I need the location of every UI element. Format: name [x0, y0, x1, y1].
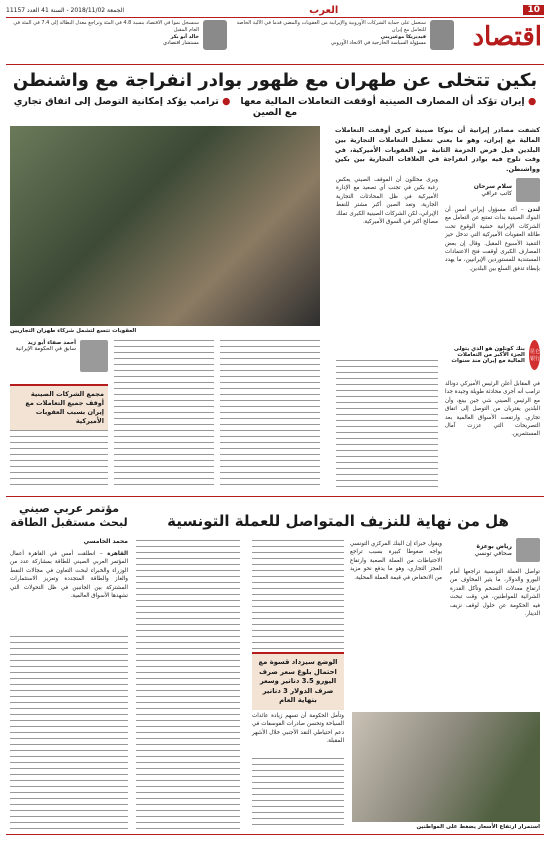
bottom-main-byline: [450, 538, 540, 562]
issue-info: الجمعة 2018/11/02 - السنة 41 العدد 11157: [6, 6, 124, 14]
lead-body-left: في المقابل أعلن الرئيس الأميركي دونالد ترامب أنه أجرى محادثة طويلة وجيدة جدا مع الرئيس الصيني شي جين بينغ، وأن البلدين يقتربان من التوصل إلى اتفاق تجاري. وارتفعت الأسواق العالمية بعد التصريحات التي عززت آمال المستثمرين.: [445, 381, 540, 438]
bank-box-caption: بنك كونلون هو الذي يتولى الجزء الأكبر من التعاملات المالية مع إيران منذ سنوات: [451, 346, 525, 364]
bottom-main-photo-caption: استمرار ارتفاع الأسعار يضغط على المواطنين: [416, 824, 540, 830]
dateline: القاهرة: [107, 551, 128, 557]
middle-text-a: [10, 430, 108, 490]
top-teasers: [8, 20, 454, 60]
teaser-1: [235, 20, 454, 60]
teaser-quote: سنسجل نموا في الاقتصاد بنسبة 4.8 في المئة وتراجع معدل البطالة إلى 7.4 في المئة في العام المقبل: [13, 20, 199, 33]
bottom-main-body-c: [252, 540, 344, 650]
bottom-rule: [6, 496, 544, 497]
bullet-icon: ●: [222, 96, 231, 107]
teaser-photo: [430, 20, 454, 50]
author-name: رياض بوعزة: [476, 543, 512, 550]
bottom-main-body-e: وتأمل الحكومة أن تسهم زيادة عائدات السياحة وتحسن صادرات الفوسفات في دعم احتياطي النقد الأجنبي خلال الأشهر المقبلة.: [252, 713, 344, 745]
bottom-main-body-a: تواصل العملة التونسية تراجعها أمام اليورو والدولار، ما يثير المخاوف من ارتفاع معدلات التضخم وتآكل القدرة الشرائية للمواطنين، في وقت تبحث فيه الحكومة عن حلول لوقف نزيف الدينار.: [450, 569, 540, 617]
bank-box: [445, 336, 540, 374]
bottom-main-body-b: ويقول خبراء إن البنك المركزي التونسي يواجه ضغوطا كبيرة بسبب تراجع الاحتياطات من العملة الصعبة وارتفاع العجز التجاري، وهو ما يدفع نحو مزيد من الانخفاض في قيمة العملة المحلية.: [350, 541, 442, 581]
inset-person: أحمد صفاء أبو زيد: [27, 340, 76, 346]
author-role: كاتب عراقي: [481, 190, 512, 197]
lead-photo: [10, 126, 320, 326]
footer-rule: [6, 834, 544, 840]
lead-body-mid: ويرى محللون أن الموقف الصيني يعكس رغبة بكين في تجنب أي تصعيد مع الإدارة الأميركية في ظل المحادثات التجارية الجارية. وتعد الصين أكبر مشتر للنفط الإيراني، لكن الشركات الصينية الكبرى تملك مصالح أكبر في السوق الأميركية.: [336, 177, 438, 225]
middle-pull-quote: مجمع الشركات الصينية أوقف جميع التعاملات مع إيران بسبب العقوبات الأميركية: [10, 384, 108, 430]
page-number: 10: [523, 5, 544, 15]
lead-deck: [10, 96, 540, 118]
middle-text-d: [336, 360, 438, 490]
bottom-main-headline: هل من نهاية للنزيف المتواصل للعملة التونسية: [167, 512, 509, 530]
deck-line-1: إيران تؤكد أن المصارف الصينية أوقفت التعاملات المالية معها: [240, 96, 525, 107]
inset-photo: [80, 340, 108, 372]
lead-headline: بكين تتخلى عن طهران مع ظهور بوادر انفراجة مع واشنطن: [12, 70, 538, 91]
bottom-left-body: القاهرة – انطلقت أمس في القاهرة أعمال المؤتمر العربي الصيني للطاقة بمشاركة عدد من الوزراء والخبراء لبحث التعاون في مجالات النفط والغاز والطاقة المتجددة وتعزيز الاستثمارات المشتركة بين الجانبين في ظل التحولات التي تشهدها الأسواق العالمية.: [10, 551, 128, 599]
author-name: سلام سرحان: [473, 183, 512, 190]
bottom-main-body-d: [136, 540, 240, 830]
lead-body-right: لندن – أكد مسؤول إيراني أمس أن البنوك الصينية بدأت تمتنع عن التعامل مع الشركات الإيرانية خشية الوقوع تحت طائلة العقوبات الأميركية التي تدخل حيز التنفيذ الأسبوع المقبل. وقال إن بعض المصارف الكبرى أوقفت فتح الاعتمادات المستندية للمستوردين الإيرانيين، ما يهدد بإبطاء تدفق السلع بين البلدين.: [445, 207, 540, 272]
middle-text-c: [220, 340, 320, 490]
bullet-icon: ●: [527, 96, 537, 107]
teaser-2: [8, 20, 227, 60]
bottom-left-headline: مؤتمر عربي صيني لبحث مستقبل الطاقة: [10, 502, 128, 529]
bottom-main-pull-quote: الوضع سيزداد قسوة مع احتمال بلوغ سعر صرف اليورو 3.5 دنانير وسعر صرف الدولار 3 دنانير بنهاية العام: [252, 652, 344, 710]
bottom-left-byline: محمد الخامسي: [83, 538, 128, 545]
inset-box: [10, 340, 108, 380]
bottom-left-more: [10, 636, 128, 831]
top-rule: [6, 17, 544, 18]
body-text: انطلقت أمس في القاهرة أعمال المؤتمر العربي الصيني للطاقة بمشاركة عدد من الوزراء والخبراء لبحث التعاون في مجالات النفط والغاز والطاقة المتجددة وتعزيز الاستثمارات المشتركة بين الجانبين في ظل التحولات التي تشهدها الأسواق العالمية.: [10, 551, 128, 599]
teaser-quote: سنعمل على حماية الشركات الأوروبية والإيرانية من العقوبات والمضي قدما في الآلية الخاصة للتعامل مع إيران: [236, 20, 426, 33]
section-rule: [6, 64, 544, 65]
dateline: لندن: [527, 207, 540, 213]
author-photo: [516, 178, 540, 202]
teaser-name: خالد أبو بكر: [170, 33, 199, 40]
masthead: [6, 4, 544, 16]
middle-text-b: [114, 340, 214, 490]
deck-line-2: ترامب يؤكد إمكانية التوصل إلى اتفاق تجاري مع الصين: [13, 96, 298, 118]
bottom-main-body-f: [252, 758, 344, 830]
inset-role: سابق في الحكومة الإيرانية: [15, 346, 76, 352]
lead-photo-caption: العقوبات تتسع لتشمل شركاء طهران التجاريين: [10, 328, 137, 334]
body-text: أكد مسؤول إيراني أمس أن البنوك الصينية بدأت تمتنع عن التعامل مع الشركات الإيرانية خشية الوقوع تحت طائلة العقوبات الأميركية التي تدخل حيز التنفيذ الأسبوع المقبل. وقال إن بعض المصارف الكبرى أوقفت فتح الاعتمادات المستندية للمستوردين الإيرانيين، ما يهدد بإبطاء تدفق السلع بين البلدين.: [445, 207, 540, 272]
lead-byline: [445, 178, 540, 202]
lead-intro: كشفت مصادر إيرانية أن بنوكا صينية كبرى أوقفت التعاملات المالية مع إيران، وهو ما يعني تعطيل التعاملات التجارية بين البلدين قبل فرض الحزمة الثانية من العقوبات الأميركية، في وقت تلوح فيه بوادر انفراجة في العلاقات التجارية بين بكين وواشنطن.: [335, 126, 540, 173]
teaser-name: فيديريكا موغيريني: [380, 33, 426, 40]
bottom-main-photo: [352, 712, 540, 822]
teaser-role: مستشار اقتصادي: [163, 40, 199, 47]
author-role: صحافي تونسي: [474, 550, 512, 557]
section-title: اقتصاد: [472, 22, 542, 52]
teaser-photo: [203, 20, 227, 50]
bank-logo: 昆仑银行: [529, 340, 540, 370]
author-photo: [516, 538, 540, 562]
paper-logo: العرب: [309, 4, 339, 16]
teaser-role: مسؤولة السياسة الخارجية في الاتحاد الأوروبي: [330, 40, 426, 47]
